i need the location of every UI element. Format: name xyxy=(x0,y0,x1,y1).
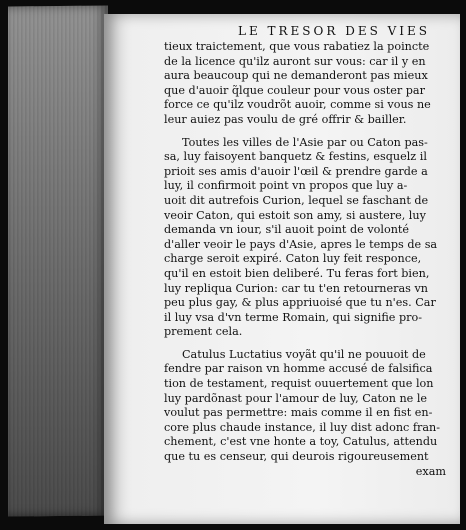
text-line: tieux traictement, que vous rabatiez la poincte xyxy=(164,40,430,53)
text-line: prioit ses amis d'auoir l'œil & prendre garde a xyxy=(164,164,428,178)
text-line: veoir Caton, qui estoit son amy, si austere, luy xyxy=(164,208,426,222)
text-line: prement cela. xyxy=(164,325,243,339)
text-line: luy, il confirmoit point vn propos que luy a- xyxy=(164,179,408,193)
text-line: demanda vn iour, s'il auoit point de volonté xyxy=(164,223,410,237)
text-line: charge seroit expiré. Caton luy feit responce, xyxy=(164,252,422,266)
text-line: de la licence qu'ilz auront sur vous: car il y en xyxy=(164,54,426,68)
text-line: Catulus Luctatius voyãt qu'il ne pouuoit de xyxy=(182,347,426,361)
text-line: force ce qu'ilz voudrõt auoir, comme si vous ne xyxy=(164,98,431,112)
text-line: luy pardõnast pour l'amour de luy, Caton ne le xyxy=(164,391,428,405)
catchword: exam xyxy=(415,464,446,478)
text-line: core plus chaude instance, il luy dist adonc fran- xyxy=(164,420,440,434)
text-line: fendre par raison vn homme accusé de falsifica xyxy=(164,362,433,376)
text-line: aura beaucoup qui ne demanderont pas mieux xyxy=(164,69,428,83)
text-line: que d'auoir q̃lque couleur pour vous oster par xyxy=(164,83,425,97)
text-line: chement, c'est vne honte a toy, Catulus, attendu xyxy=(164,435,438,449)
text-line: que tu es censeur, qui deurois rigoureusement xyxy=(164,450,429,464)
text-line: tion de testament, requist ouuertement que lon xyxy=(164,377,434,391)
text-line: il luy vsa d'vn terme Romain, qui signifie pro- xyxy=(164,310,422,324)
text-line: peu plus gay, & plus appriuoisé que tu n'es. Car xyxy=(164,296,436,310)
page-body xyxy=(164,40,460,479)
text-line: d'aller veoir le pays d'Asie, apres le temps de sa xyxy=(164,237,438,251)
text-line: Toutes les villes de l'Asie par ou Caton pas- xyxy=(182,135,428,149)
text-line: luy repliqua Curion: car tu t'en retourneras vn xyxy=(164,281,428,295)
running-head: LE TRESOR DES VIES xyxy=(237,24,431,38)
text-line: uoit dit autrefois Curion, lequel se faschant de xyxy=(164,193,429,207)
page-edge-shadow xyxy=(8,5,108,516)
text-line: sa, luy faisoyent banquetz & festins, esquelz il xyxy=(164,150,427,164)
printed-page xyxy=(104,14,460,524)
text-line: qu'il en estoit bien deliberé. Tu feras fort bien, xyxy=(164,266,430,280)
text-line: voulut pas permettre: mais comme il en fist en- xyxy=(164,406,433,420)
text-line: leur auiez pas voulu de gré offrir & bailler. xyxy=(164,112,407,126)
